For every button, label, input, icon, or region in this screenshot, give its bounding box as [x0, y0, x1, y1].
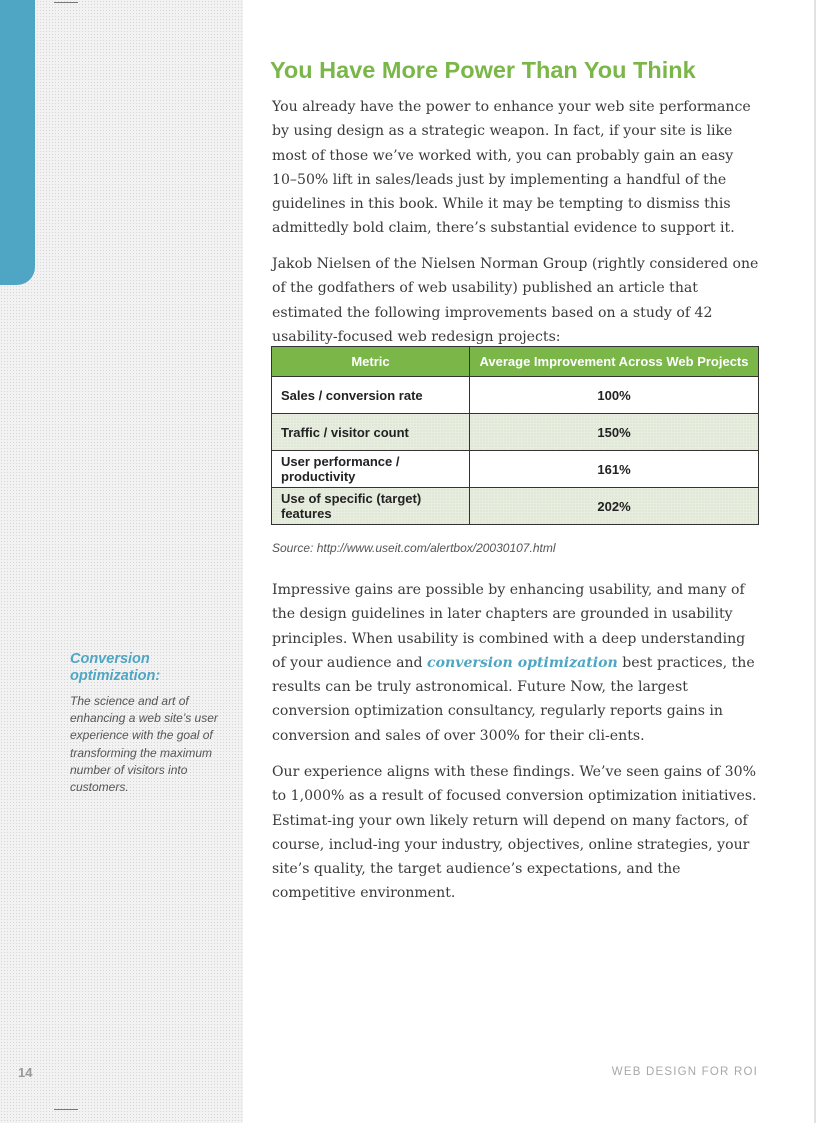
value-cell: 161%	[470, 451, 759, 488]
table-header-row	[272, 347, 759, 377]
paragraph-gains-text-2: best practices, the results can be truly astronomical. Future Now, the largest conversion optimization consultancy, regularly reports gains in conversion and sales of over 300% for their cli-ents.	[272, 654, 755, 744]
paragraph-experience: Our experience aligns with these findings. We’ve seen gains of 30% to 1,000% as a result of focused conversion optimization initiatives. Estimat-ing your own likely return will depend on many factors, of course, includ-ing your industry, objectives, online strategies, your site’s quality, the target audience’s expectations, and the competitive environment.	[272, 764, 757, 902]
metric-cell: User performance / productivity	[272, 451, 470, 488]
page-number: 14	[18, 1065, 33, 1080]
crop-mark-top	[54, 2, 78, 3]
definition-text: The science and art of enhancing a web site’s user experience with the goal of transforming the maximum number of visitors into customers.	[70, 694, 218, 795]
definition-term: Conversion optimization:	[70, 651, 161, 684]
table-source: Source: http://www.useit.com/alertbox/20030107.html	[272, 541, 556, 555]
crop-mark-bottom	[54, 1109, 78, 1110]
header-metric: Metric	[272, 347, 470, 377]
improvements-table	[271, 346, 759, 525]
running-title: WEB DESIGN FOR ROI	[611, 1066, 758, 1078]
metric-cell: Traffic / visitor count	[272, 414, 470, 451]
paragraph-intro: You already have the power to enhance your web site performance by using design as a strategic weapon. In fact, if your site is like most of those we’ve worked with, you can probably gain an easy 10–50% lift in sales/leads just by implementing a handful of the guidelines in this book. While it may be tempting to dismiss this admittedly bold claim, there’s substantial evidence to support it.	[272, 99, 751, 237]
sidebar-panel	[0, 0, 243, 1123]
table-row	[272, 377, 759, 414]
header-average-improvement: Average Improvement Across Web Projects	[470, 347, 759, 377]
page-title: You Have More Power Than You Think	[270, 57, 696, 83]
table-row	[272, 451, 759, 488]
table-row	[272, 414, 759, 451]
value-cell: 150%	[470, 414, 759, 451]
value-cell: 100%	[470, 377, 759, 414]
keyword-conversion-optimization: conversion optimization	[427, 654, 618, 671]
value-cell: 202%	[470, 488, 759, 525]
chapter-tab	[0, 0, 35, 285]
metric-cell: Use of specific (target) features	[272, 488, 470, 525]
paragraph-gains-text-1: Impressive gains are possible by enhancing usability, and many of the design guidelines in later chapters are grounded in usability principles. When usability is combined with a deep understanding of your audience and	[272, 582, 746, 671]
paragraph-gains	[272, 578, 762, 748]
metric-cell: Sales / conversion rate	[272, 377, 470, 414]
paragraph-nielsen: Jakob Nielsen of the Nielsen Norman Group (rightly considered one of the godfathers of web usability) published an article that estimated the following improvements based on a study of 42 usability-focused web redesign projects:	[272, 256, 759, 345]
table-row	[272, 488, 759, 525]
